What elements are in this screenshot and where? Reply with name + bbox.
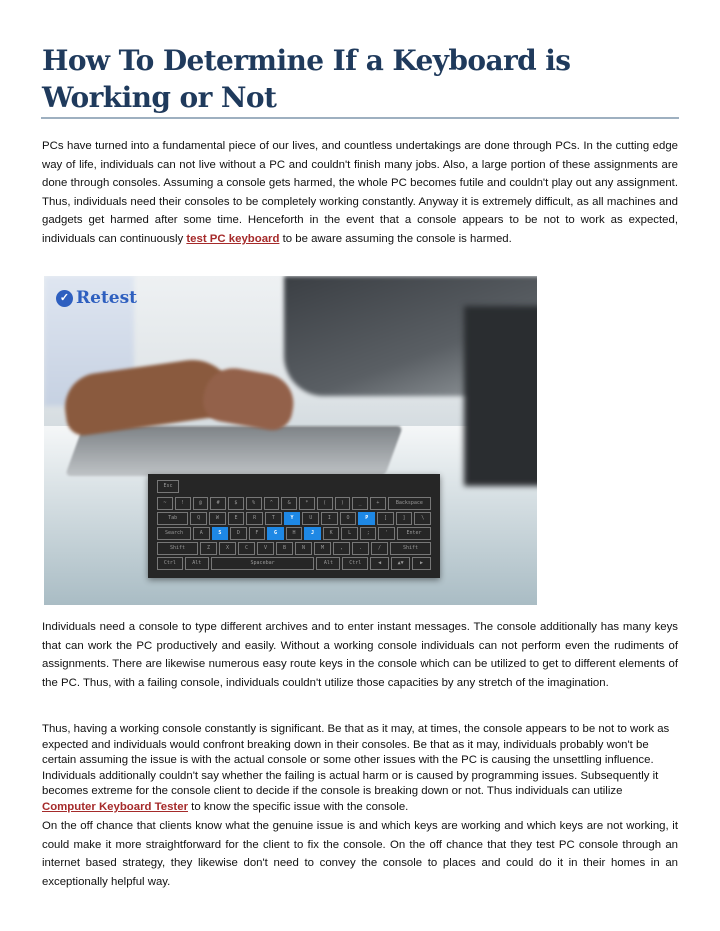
key-[interactable]: , <box>333 542 350 555</box>
key-[interactable]: % <box>246 497 262 510</box>
key-[interactable]: + <box>370 497 386 510</box>
body-paragraph-2: Individuals need a console to type different archives and to enter instant messages. The console additionally has many keys that can work the PC productively and easily. Without a working console individuals can not perform even the rudiments of assignments. There are likewise numerous easy route keys in the console which can be utilized to get to different elements of the PC. Thus, with a failing console, individuals couldn't utilize those capacities by any stretch of the imagination. <box>42 621 678 689</box>
key-q[interactable]: Q <box>190 512 207 525</box>
key-i[interactable]: I <box>321 512 338 525</box>
keyboard-row-home <box>157 527 431 540</box>
intro-paragraph <box>42 137 678 249</box>
paragraph-text: to be aware assuming the console is harmed. <box>279 232 512 245</box>
physical-keyboard-shape <box>65 426 403 476</box>
key-v[interactable]: V <box>257 542 274 555</box>
key-m[interactable]: M <box>314 542 331 555</box>
key-shift[interactable]: Shift <box>390 542 431 555</box>
retest-logo <box>56 288 137 308</box>
keyboard-row-top <box>157 512 431 525</box>
key-search[interactable]: Search <box>157 527 191 540</box>
key-[interactable]: [ <box>377 512 394 525</box>
key-d[interactable]: D <box>230 527 247 540</box>
page-title: How To Determine If a Keyboard is Working or Not <box>42 44 571 114</box>
key-[interactable]: _ <box>352 497 368 510</box>
key-g[interactable]: G <box>267 527 284 540</box>
key-s[interactable]: S <box>212 527 229 540</box>
key-l[interactable]: L <box>341 527 358 540</box>
key-f[interactable]: F <box>249 527 266 540</box>
key-[interactable]: # <box>210 497 226 510</box>
key-w[interactable]: W <box>209 512 226 525</box>
body-paragraph-4: On the off chance that clients know what the genuine issue is and which keys are working and which keys are not working, it could make it more straightforward for the client to fix the console. On the off chance that they test PC console through an internet based strategy, they likewise don't need to convey the console to places and could do it in their homes in an exceptionally helpful way. <box>42 820 678 888</box>
key-shift[interactable]: Shift <box>157 542 198 555</box>
key-ctrl[interactable]: Ctrl <box>157 557 183 570</box>
logo-text: Retest <box>76 288 138 308</box>
key-o[interactable]: O <box>340 512 357 525</box>
virtual-keyboard <box>148 474 440 578</box>
keyboard-row-esc <box>157 480 431 493</box>
key-a[interactable]: A <box>193 527 210 540</box>
keyboard-row-bottom <box>157 542 431 555</box>
key-[interactable]: $ <box>228 497 244 510</box>
key-tab[interactable]: Tab <box>157 512 188 525</box>
computer-keyboard-tester-link[interactable]: Computer Keyboard Tester <box>42 800 188 813</box>
key-r[interactable]: R <box>246 512 263 525</box>
key-[interactable]: ^ <box>264 497 280 510</box>
key-[interactable]: @ <box>193 497 209 510</box>
key-[interactable]: ◀ <box>370 557 389 570</box>
key-[interactable]: ▲▼ <box>391 557 410 570</box>
key-x[interactable]: X <box>219 542 236 555</box>
key-z[interactable]: Z <box>200 542 217 555</box>
key-j[interactable]: J <box>304 527 321 540</box>
key-e[interactable]: E <box>228 512 245 525</box>
key-t[interactable]: T <box>265 512 282 525</box>
paragraph-text: PCs have turned into a fundamental piece of our lives, and countless undertakings are done through PCs. In the cutting edge way of life, individuals can not live without a PC and couldn't finish many jobs. Also, a large portion of these assignments are done through consoles. Assuming a console gets harmed, the whole PC becomes futile and couldn't play out any assignment. Thus, individuals need their consoles to be completely working constantly. Anyway it is extremely difficult, as all machines and gadgets get harmed after some time. Henceforth in the event that a console appears to be not to work as expected, individuals can continuously <box>42 140 678 245</box>
key-y[interactable]: Y <box>284 512 301 525</box>
key-esc[interactable]: Esc <box>157 480 179 493</box>
key-[interactable]: ▶ <box>412 557 431 570</box>
right-hand-shape <box>200 364 298 434</box>
key-k[interactable]: K <box>323 527 340 540</box>
paragraph-text: to know the specific issue with the console. <box>188 800 409 813</box>
key-backspace[interactable]: Backspace <box>388 497 431 510</box>
key-p[interactable]: P <box>358 512 375 525</box>
key-[interactable]: ! <box>175 497 191 510</box>
key-[interactable]: ) <box>335 497 351 510</box>
key-u[interactable]: U <box>302 512 319 525</box>
key-n[interactable]: N <box>295 542 312 555</box>
key-[interactable]: ~ <box>157 497 173 510</box>
test-pc-keyboard-link[interactable]: test PC keyboard <box>186 232 280 245</box>
title-divider <box>41 117 679 119</box>
key-alt[interactable]: Alt <box>316 557 340 570</box>
body-paragraph-3 <box>42 722 678 816</box>
key-[interactable]: . <box>352 542 369 555</box>
key-h[interactable]: H <box>286 527 303 540</box>
key-[interactable]: * <box>299 497 315 510</box>
key-spacebar[interactable]: Spacebar <box>211 557 315 570</box>
key-[interactable]: ( <box>317 497 333 510</box>
paragraph-text: Thus, having a working console constantly is significant. Be that as it may, at times, the console appears to be not to work as expected and individuals would confront breaking down in their consoles. Be that as it may, individuals probably won't be certain assuming the issue is with the actual console or some other issues with the PC is causing the unsettling influence. Individuals additionally couldn't say whether the failing is actual harm or is caused by programming issues. Subsequently it becomes extreme for the console client to decide if the console is breaking down or not. Thus individuals can utilize <box>42 723 670 798</box>
key-c[interactable]: C <box>238 542 255 555</box>
keyboard-hero-image <box>44 276 537 605</box>
check-circle-icon: ✓ <box>56 290 73 307</box>
keyboard-row-numbers <box>157 497 431 510</box>
key-ctrl[interactable]: Ctrl <box>342 557 368 570</box>
key-alt[interactable]: Alt <box>185 557 209 570</box>
key-enter[interactable]: Enter <box>397 527 431 540</box>
key-[interactable]: & <box>281 497 297 510</box>
key-[interactable]: ' <box>378 527 395 540</box>
key-b[interactable]: B <box>276 542 293 555</box>
key-[interactable]: ; <box>360 527 377 540</box>
monitor-stand-shape <box>464 306 537 486</box>
key-[interactable]: \ <box>414 512 431 525</box>
key-[interactable]: / <box>371 542 388 555</box>
keyboard-row-modifiers <box>157 557 431 570</box>
key-[interactable]: ] <box>396 512 413 525</box>
